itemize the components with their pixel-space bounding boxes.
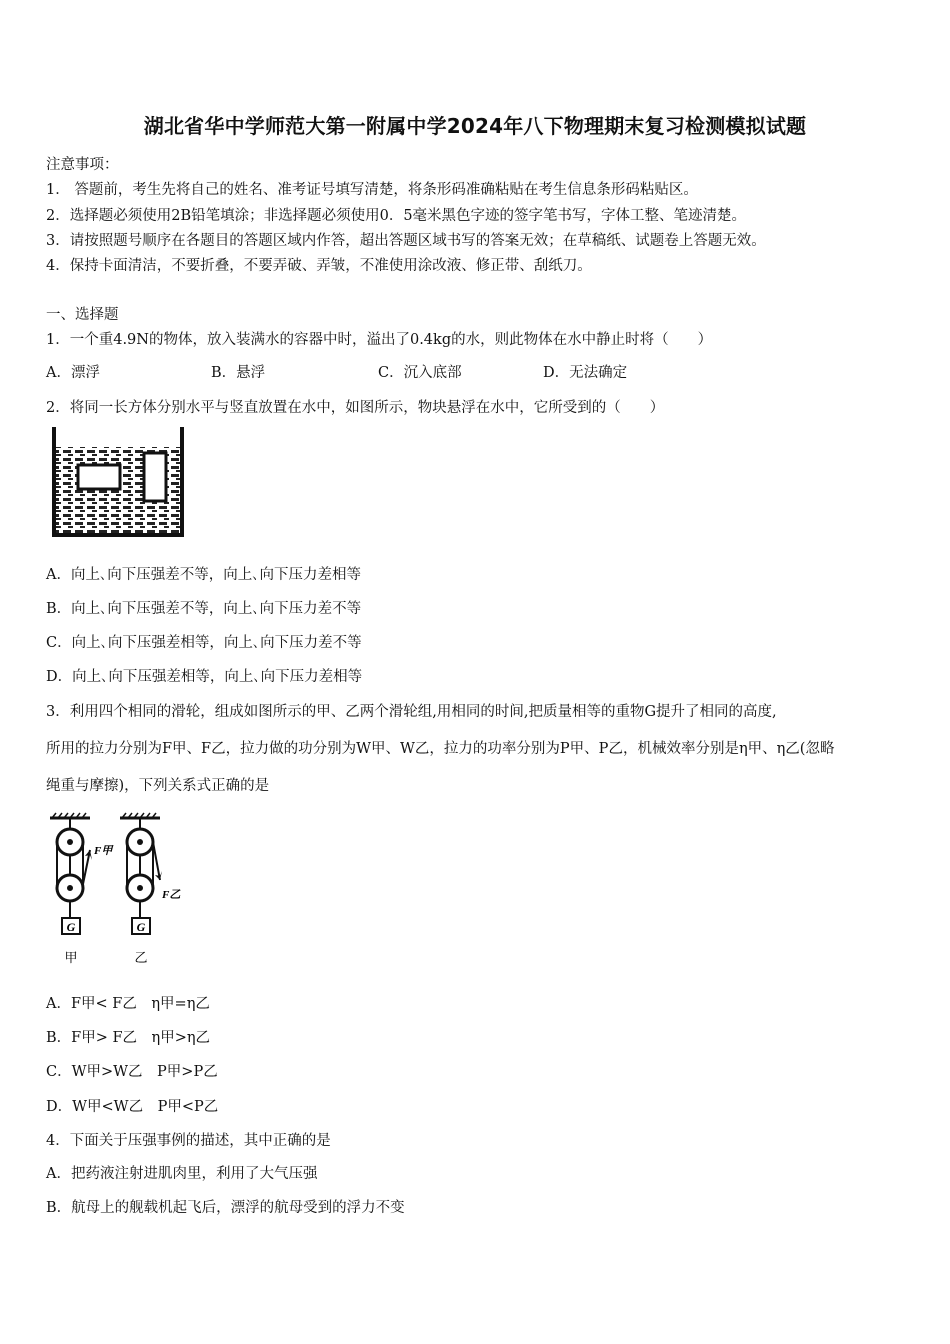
note-item: 4．保持卡面清洁，不要折叠，不要弄破、弄皱，不准使用涂改液、修正带、刮纸刀。 — [46, 258, 592, 274]
q4-option-b: B．航母上的舰载机起飞后，漂浮的航母受到的浮力不变 — [46, 1200, 405, 1216]
q1-option-a: A．漂浮 — [46, 365, 100, 381]
q3-option-d: D．W甲<W乙 P甲<P乙 — [46, 1099, 219, 1115]
q3-line2: 所用的拉力分别为F甲、F乙，拉力做的功分别为W甲、W乙，拉力的功率分别为P甲、P乙，机械效率分别是η甲、η乙(忽略 — [46, 741, 835, 757]
q2-water-tank-figure — [50, 425, 190, 540]
q3-line1: 3．利用四个相同的滑轮，组成如图所示的甲、乙两个滑轮组,用相同的时间,把质量相等的重物G提升了相同的高度, — [46, 704, 777, 720]
q2-stem: 2．将同一长方体分别水平与竖直放置在水中，如图所示，物块悬浮在水中，它所受到的（ ） — [46, 400, 665, 416]
weight-label-jia: G — [66, 920, 76, 934]
force-label-jia: F甲 — [94, 845, 113, 857]
note-item: 1． 答题前，考生先将自己的姓名、准考证号填写清楚，将条形码准确粘贴在考生信息条形码粘贴区。 — [46, 182, 698, 198]
pulley-system-yi — [120, 813, 162, 934]
q4-option-a: A．把药液注射进肌肉里，利用了大气压强 — [46, 1166, 318, 1182]
q2-option-c: C．向上､向下压强差相等，向上､向下压力差不等 — [46, 635, 362, 651]
force-label-yi: F乙 — [162, 889, 181, 901]
q3-option-c: C．W甲>W乙 P甲>P乙 — [46, 1064, 218, 1080]
q3-option-a: A．F甲< F乙 η甲=η乙 — [46, 996, 210, 1012]
label-yi: 乙 — [134, 951, 148, 966]
note-item: 3．请按照题号顺序在各题目的答题区域内作答，超出答题区域书写的答案无效；在草稿纸、试题卷上答题无效。 — [46, 233, 766, 249]
pulley-system-jia — [50, 813, 92, 934]
q3-pulley-figure — [44, 810, 194, 970]
q2-option-a: A．向上､向下压强差不等，向上､向下压力差相等 — [46, 567, 361, 583]
q2-option-b: B．向上､向下压强差不等，向上､向下压力差不等 — [46, 601, 362, 617]
q3-option-b: B．F甲> F乙 η甲>η乙 — [46, 1030, 211, 1046]
horizontal-block — [78, 465, 120, 489]
section-heading: 一、选择题 — [46, 307, 119, 323]
weight-label-yi: G — [136, 920, 146, 934]
q1-stem: 1．一个重4.9N的物体，放入装满水的容器中时，溢出了0.4kg的水，则此物体在水中静止时将（ ） — [46, 332, 713, 348]
note-item: 2．选择题必须使用2B铅笔填涂；非选择题必须使用0．5毫米黑色字迹的签字笔书写，字体工整、笔迹清楚。 — [46, 208, 747, 224]
notes-heading: 注意事项： — [46, 157, 119, 173]
q1-option-b: B．悬浮 — [211, 365, 266, 381]
q3-line3: 绳重与摩擦)，下列关系式正确的是 — [46, 778, 270, 794]
q1-option-d: D．无法确定 — [543, 365, 628, 381]
label-jia: 甲 — [64, 951, 78, 966]
q2-option-d: D．向上､向下压强差相等，向上､向下压力差相等 — [46, 669, 363, 685]
q4-stem: 4．下面关于压强事例的描述，其中正确的是 — [46, 1133, 331, 1149]
page-title: 湖北省华中学师范大第一附属中学2024年八下物理期末复习检测模拟试题 — [143, 114, 807, 138]
q1-option-c: C．沉入底部 — [378, 365, 462, 381]
vertical-block — [144, 453, 166, 501]
